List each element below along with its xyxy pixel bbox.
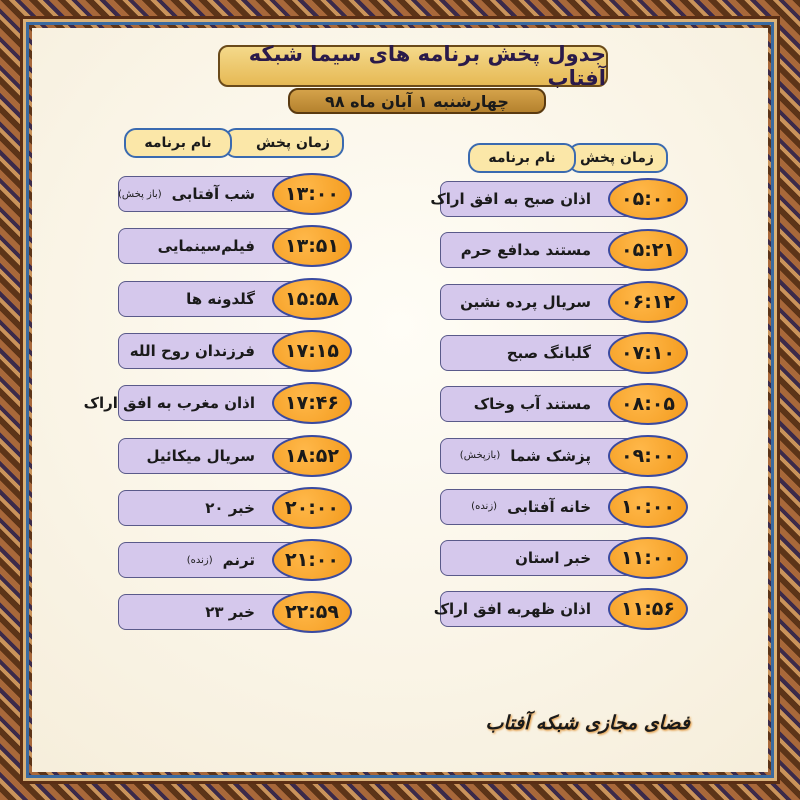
airtime-oval: ۰۸:۰۵ (608, 383, 688, 425)
airtime-oval: ۰۶:۱۲ (608, 281, 688, 323)
airtime-oval: ۰۷:۱۰ (608, 332, 688, 374)
program-name: خبر ۲۳ (205, 603, 255, 622)
date-banner: چهارشنبه ۱ آبان ماه ۹۸ (288, 88, 546, 114)
airtime-oval: ۲۲:۵۹ (272, 591, 352, 633)
program-note: (زنده) (186, 554, 213, 566)
schedule-row (440, 486, 688, 528)
airtime-oval: ۱۳:۰۰ (272, 173, 352, 215)
program-name: گلدونه ها (186, 289, 255, 308)
header-time-label: زمان پخش (224, 128, 344, 158)
airtime-oval: ۱۵:۵۸ (272, 278, 352, 320)
airtime-oval: ۲۰:۰۰ (272, 487, 352, 529)
program-note: (باز پخش) (117, 188, 162, 200)
program-note: (بازپخش) (459, 450, 501, 461)
footer-caption: فضای مجازی شبکه آفتاب (485, 712, 690, 734)
schedule-row (430, 178, 688, 220)
program-name: اذان صبح به افق اراک (430, 190, 591, 208)
airtime-oval: ۱۱:۵۶ (608, 588, 688, 630)
schedule-row (118, 435, 352, 477)
schedule-row (440, 383, 688, 425)
program-name: سریال میکائیل (146, 446, 255, 465)
schedule-row (118, 539, 352, 581)
schedule-row (440, 435, 688, 477)
schedule-row (440, 281, 688, 323)
left-column-header (124, 128, 344, 158)
header-name-label: نام برنامه (124, 128, 232, 158)
program-name: گلبانگ صبح (506, 343, 591, 362)
program-name: شب آفتابی (171, 185, 255, 203)
schedule-row (118, 278, 352, 320)
airtime-oval: ۱۱:۰۰ (608, 537, 688, 579)
schedule-row (118, 173, 352, 215)
program-name: مستند آب وخاک (473, 395, 591, 414)
schedule-row (440, 537, 688, 579)
program-name: فیلم‌سینمایی (157, 237, 255, 256)
schedule-row (118, 330, 352, 372)
program-name: ترنم (222, 551, 255, 570)
program-name: پزشک شما (510, 446, 591, 465)
airtime-oval: ۰۵:۰۰ (608, 178, 688, 220)
airtime-oval: ۱۰:۰۰ (608, 486, 688, 528)
program-name: خبر ۲۰ (205, 498, 255, 517)
header-name-label: نام برنامه (468, 143, 576, 173)
program-name: سریال پرده نشین (460, 292, 591, 311)
program-name: فرزندان روح الله (129, 341, 255, 360)
schedule-row (440, 229, 688, 271)
airtime-oval: ۰۹:۰۰ (608, 435, 688, 477)
airtime-oval: ۱۸:۵۲ (272, 435, 352, 477)
schedule-row (118, 591, 352, 633)
schedule-row (433, 588, 688, 630)
schedule-row (83, 382, 352, 424)
airtime-oval: ۲۱:۰۰ (272, 539, 352, 581)
program-name: اذان مغرب به افق اراک (83, 394, 255, 413)
program-name: خانه آفتابی (507, 497, 591, 516)
header-time-label: زمان پخش (568, 143, 668, 173)
airtime-oval: ۱۷:۴۶ (272, 382, 352, 424)
program-name: مستند مدافع حرم (460, 241, 591, 260)
program-name: اذان ظهربه افق اراک (433, 600, 591, 619)
schedule-row (440, 332, 688, 374)
program-note: (زنده) (471, 501, 498, 513)
page-title: جدول پخش برنامه های سیما شبکه آفتاب (218, 45, 608, 87)
right-column-header (468, 143, 668, 173)
airtime-oval: ۰۵:۲۱ (608, 229, 688, 271)
airtime-oval: ۱۷:۱۵ (272, 330, 352, 372)
program-name: خبر استان (515, 549, 591, 568)
airtime-oval: ۱۳:۵۱ (272, 225, 352, 267)
schedule-row (118, 487, 352, 529)
schedule-row (118, 225, 352, 267)
